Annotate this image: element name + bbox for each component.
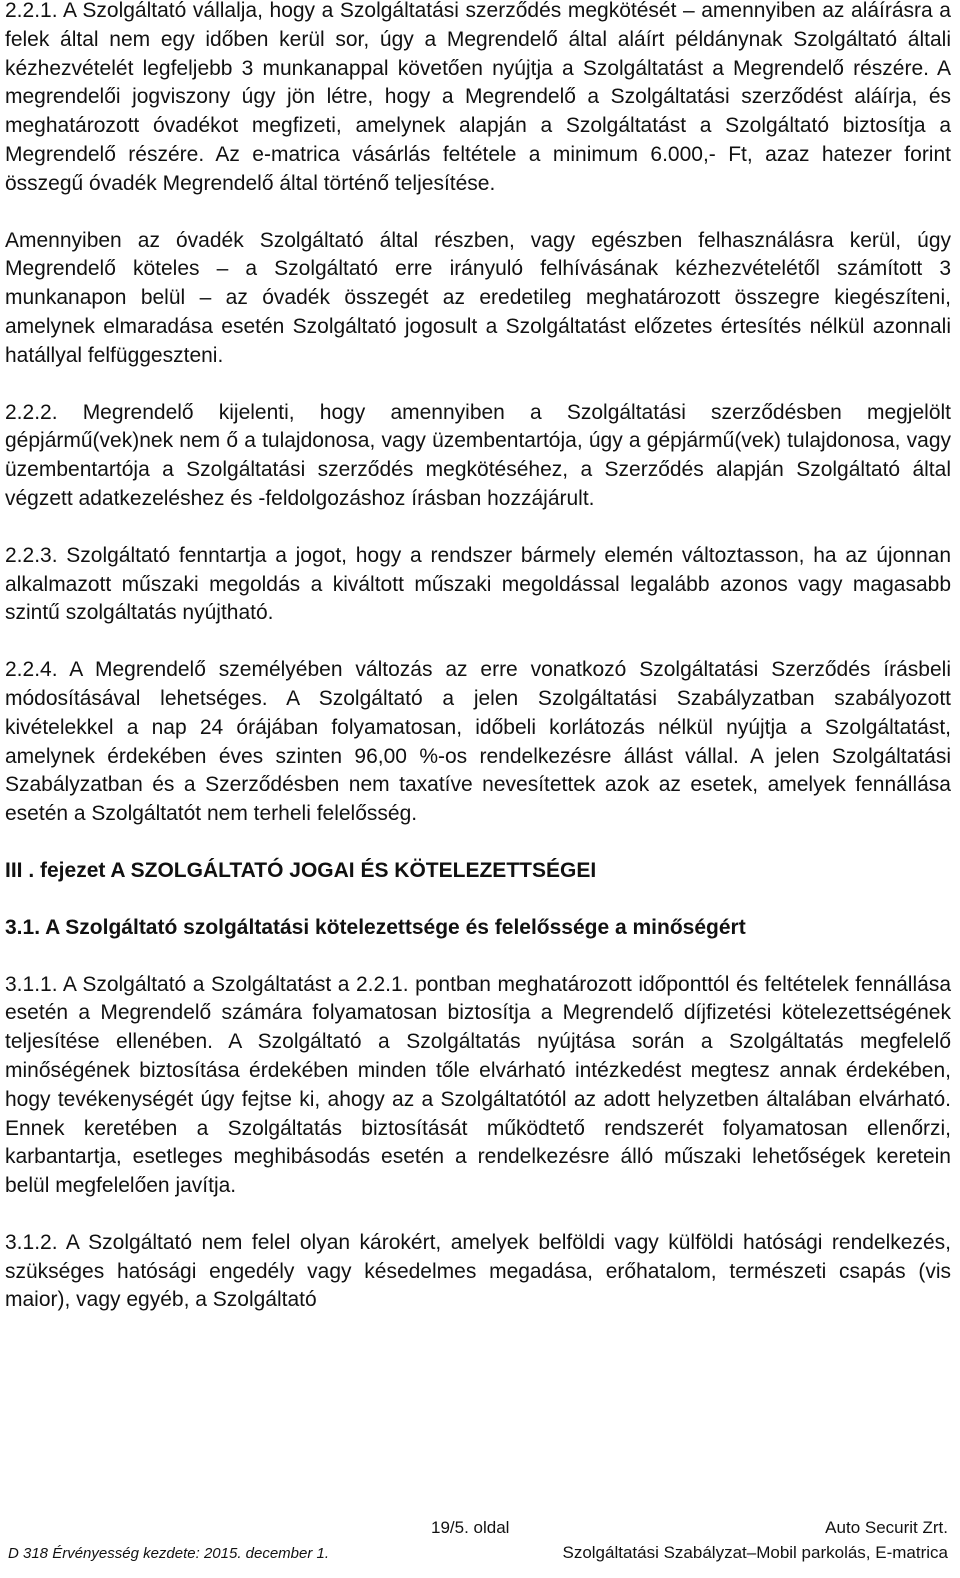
paragraph-3-1-1: 3.1.1. A Szolgáltató a Szolgáltatást a 2.2.1. pontban meghatározott időponttól és feltételek fennállása esetén a Megrendelő számára folyamatosan biztosítja a Megrendelő díjfizetési kötelezettségének teljesítése ellenében. A Szolgáltató a Szolgáltatás nyújtása során a Szolgáltatás megfelelő minőségének biztosítása érdekében minden tőle elvárható intézkedést megtesz annak érdekében, hogy tevékenységét úgy fejtse ki, ahogy az a Szolgáltatótól az adott helyzetben általában elvárható. Ennek keretében a Szolgáltatás biztosítását működtető rendszerét folyamatosan ellenőrzi, karbantartja, esetleges meghibásodás esetén a rendelkezésre álló műszaki lehetőségek keretein belül megfelelően javítja. [5,972,951,1198]
paragraph-2-2-4: 2.2.4. A Megrendelő személyében változás az erre vonatkozó Szolgáltatási Szerződés írásbeli módosításával lehetséges. A Szolgáltató a jelen Szolgáltatási Szabályzatban szabályozott kivételekkel a nap 24 órájában folyamatosan, időbeli korlátozás nélkül nyújtja a Szolgáltatást, amelynek érdekében éves szinten 96,00 %-os rendelkezésre állást vállal. A jelen Szolgáltatási Szabályzatban és a Szerződésben nem taxatíve nevesítettek azok az esetek, amelyek fennállása esetén a Szolgáltatót nem terheli felelősség. [5,658,951,826]
paragraph-2-2-3: 2.2.3. Szolgáltató fenntartja a jogot, hogy a rendszer bármely elemén változtasson, ha az újonnan alkalmazott műszaki megoldás a kiváltott műszaki megoldással legalább azonos vagy magasabb szintű szolgáltatás nyújtható. [5,543,951,625]
company-name: Auto Securit Zrt. [825,1518,948,1537]
document-code: D 318 Érvényesség kezdete: 2015. december 1. [8,1545,330,1562]
paragraph-2-2-2: 2.2.2. Megrendelő kijelenti, hogy amennyiben a Szolgáltatási szerződésben megjelölt gépjármű(vek)nek nem ő a tulajdonosa, vagy üzembentartója, úgy a gépjármű(vek) tulajdonosa, vagy üzembentartója a Szolgáltatási szerződés megkötéséhez, a Szerződés alapján Szolgáltató által végzett adatkezeléshez és -feldolgozáshoz írásban hozzájárult. [5,400,951,510]
page-footer [0,1488,960,1578]
section-heading: 3.1. A Szolgáltató szolgáltatási kötelezettsége és felelőssége a minőségért [5,915,746,939]
document-body [5,0,951,1315]
page-number: 19/5. oldal [431,1518,510,1537]
chapter-heading: III . fejezet A SZOLGÁLTATÓ JOGAI ÉS KÖTELEZETTSÉGEI [5,858,597,882]
document-title: Szolgáltatási Szabályzat–Mobil parkolás, E-matrica [562,1543,948,1562]
paragraph-ovadek: Amennyiben az óvadék Szolgáltató által részben, vagy egészben felhasználásra kerül, úgy Megrendelő köteles – a Szolgáltató erre irányuló felhívásának kézhezvételétől számított 3 munkanapon belül – az óvadék összegét az eredetileg meghatározott összegre kiegészíteni, amelynek elmaradása esetén Szolgáltató jogosult a Szolgáltatást előzetes értesítés nélkül azonnali hatállyal felfüggeszteni. [5,228,951,367]
paragraph-3-1-2: 3.1.2. A Szolgáltató nem felel olyan károkért, amelyek belföldi vagy külföldi hatósági rendelkezés, szükséges hatósági engedély vagy késedelmes megadása, erőhatalom, természeti csapás (vis maior), vagy egyéb, a Szolgáltató [5,1230,951,1312]
paragraph-2-2-1: 2.2.1. A Szolgáltató vállalja, hogy a Szolgáltatási szerződés megkötését – amennyiben az aláírásra a felek által nem egy időben kerül sor, úgy a Megrendelő által aláírt példánynak Szolgáltató általi kézhezvételét legfeljebb 3 munkanappal követően nyújtja a Szolgáltatást a Megrendelő részére. A megrendelői jogviszony úgy jön létre, hogy a Megrendelő a Szolgáltatási szerződést aláírja, és meghatározott óvadékot megfizeti, amelynek alapján a Szolgáltatást a Szolgáltató biztosítja a Megrendelő részére. Az e-matrica vásárlás feltétele a minimum 6.000,- Ft, azaz hatezer forint összegű óvadék Megrendelő által történő teljesítése. [5,0,951,195]
